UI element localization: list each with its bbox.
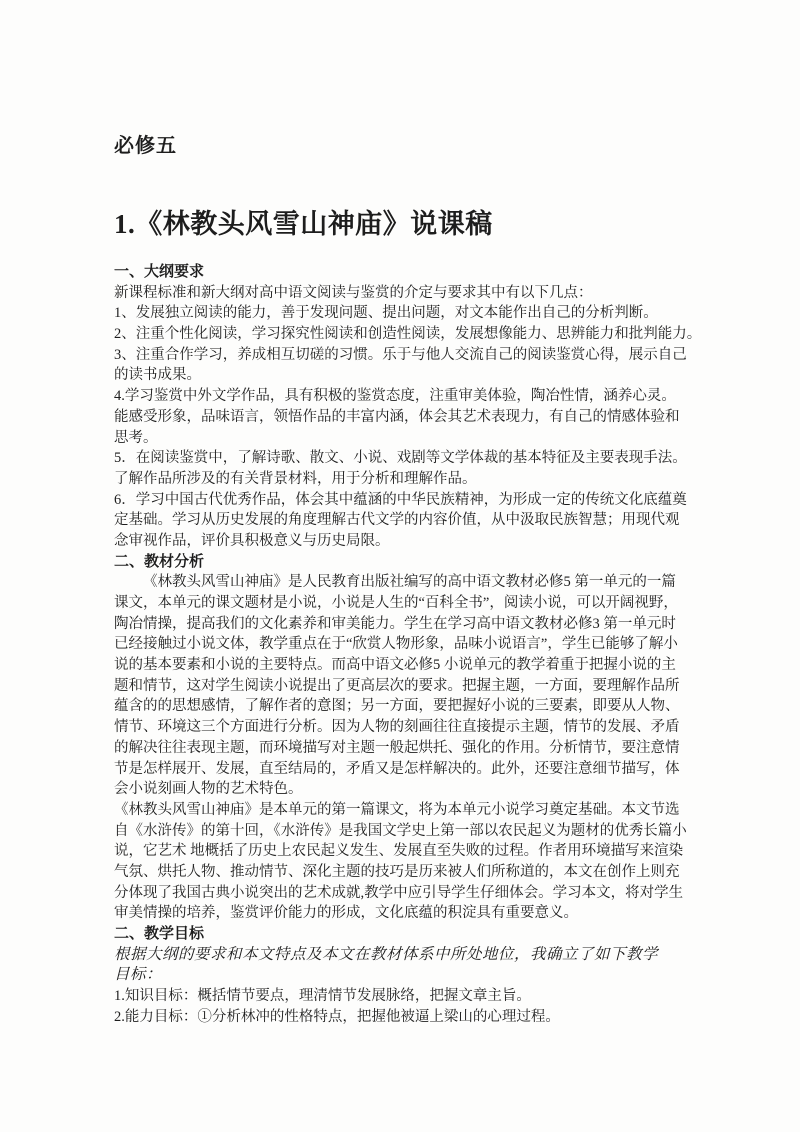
- text-line: 情节、环境这三个方面进行分析。因为人物的刻画往往直接提示主题，情节的发展、矛盾: [114, 719, 680, 736]
- text-line: 思考。: [114, 429, 158, 446]
- text-line: 5．在阅读鉴赏中，了解诗歌、散文、小说、戏剧等文学体裁的基本特征及主要表现手法。: [114, 450, 687, 467]
- text-line: 蕴含的的思想感情，了解作者的意图；另一方面，要把握好小说的三要素，即要从人物、: [114, 698, 680, 715]
- text-line: 目标：: [114, 966, 163, 984]
- text-line: 已经接触过小说文体，教学重点在于“欣赏人物形象，品味小说语言”，学生已能够了解小: [114, 636, 678, 653]
- text-line: 题和情节，这对学生阅读小说提出了更高层次的要求。把握主题，一方面，要理解作品所: [114, 677, 680, 694]
- text-line: 2、注重个性化阅读，学习探究性阅读和创造性阅读，发展想像能力、思辨能力和批判能力。: [114, 326, 702, 343]
- section-heading: 二、教学目标: [114, 926, 205, 942]
- document-body: [114, 262, 714, 1027]
- text-line: 根据大纲的要求和本文特点及本文在教材体系中所处地位，我确立了如下教学: [114, 945, 659, 963]
- text-line: 审美情操的培养，鉴赏评价能力的形成，文化底蕴的积淀具有重要意义。: [114, 905, 578, 922]
- text-line: 会小说刻画人物的艺术特色。: [114, 781, 303, 798]
- text-line: 新课程标准和新大纲对高中语文阅读与鉴赏的介定与要求其中有以下几点：: [114, 284, 593, 301]
- text-line: 了解作品所涉及的有关背景材料，用于分析和理解作品。: [114, 470, 477, 487]
- section-heading: 一、大纲要求: [114, 264, 205, 280]
- text-line: 分体现了我国古典小说突出的艺术成就,教学中应引导学生仔细体会。学习本文，将对学生: [114, 884, 684, 901]
- text-line: 1、发展独立阅读的能力，善于发现问题、提出问题，对文本能作出自己的分析判断。: [114, 305, 658, 322]
- text-line: 2.能力目标：①分析林冲的性格特点，把握他被逼上梁山的心理过程。: [114, 1008, 560, 1025]
- text-line: 定基础。学习从历史发展的角度理解古代文学的内容价值，从中汲取民族智慧；用现代观: [114, 512, 680, 529]
- text-line: 的读书成果。: [114, 367, 201, 384]
- text-line: 《林教头风雪山神庙》是人民教育出版社编写的高中语文教材必修5 第一单元的一篇: [143, 574, 676, 591]
- text-line: 的解决往往表现主题，而环境描写对主题一般起烘托、强化的作用。分析情节，要注意情: [114, 739, 680, 756]
- text-line: 陶冶情操，提高我们的文化素养和审美能力。学生在学习高中语文教材必修3 第一单元时: [114, 615, 676, 632]
- text-line: 4.学习鉴赏中外文学作品，具有积极的鉴赏态度，注重审美体验，陶冶性情，涵养心灵。: [114, 388, 676, 405]
- text-line: 1.知识目标：概括情节要点，理清情节发展脉络，把握文章主旨。: [114, 988, 531, 1005]
- text-line: 气氛、烘托人物、推动情节、深化主题的技巧是历来被人们所称道的，本文在创作上则充: [114, 863, 680, 880]
- text-line: 念审视作品，评价具积极意义与历史局限。: [114, 532, 390, 549]
- text-line: 课文，本单元的课文题材是小说，小说是人生的“百科全书”，阅读小说，可以开阔视野，: [114, 595, 678, 611]
- page-title: 1.《林教头风雪山神庙》说课稿: [114, 209, 493, 239]
- text-line: 能感受形象，品味语言，领悟作品的丰富内涵，体会其艺术表现力，有自己的情感体验和: [114, 408, 680, 425]
- text-line: 说的基本要素和小说的主要特点。而高中语文必修5 小说单元的教学着重于把握小说的主: [114, 657, 676, 674]
- text-line: 节是怎样展开、发展，直至结局的，矛盾又是怎样解决的。此外，还要注意细节描写，体: [114, 760, 680, 777]
- text-line: 自《水浒传》的第十回，《水浒传》是我国文学史上第一部以农民起义为题材的优秀长篇小: [114, 822, 687, 839]
- text-line: 《林教头风雪山神庙》是本单元的第一篇课文，将为本单元小说学习奠定基础。本文节选: [114, 801, 680, 818]
- section-heading: 二、教材分析: [114, 553, 205, 570]
- text-line: 3、注重合作学习，养成相互切磋的习惯。乐于与他人交流自己的阅读鉴赏心得，展示自己: [114, 346, 687, 363]
- text-line: 说，它艺术 地概括了历史上农民起义发生、发展直至失败的过程。作者用环境描写来渲染: [114, 843, 684, 860]
- text-line: 6．学习中国古代优秀作品，体会其中蕴涵的中华民族精神，为形成一定的传统文化底蕴奠: [114, 491, 687, 508]
- part-label: 必修五: [114, 135, 177, 157]
